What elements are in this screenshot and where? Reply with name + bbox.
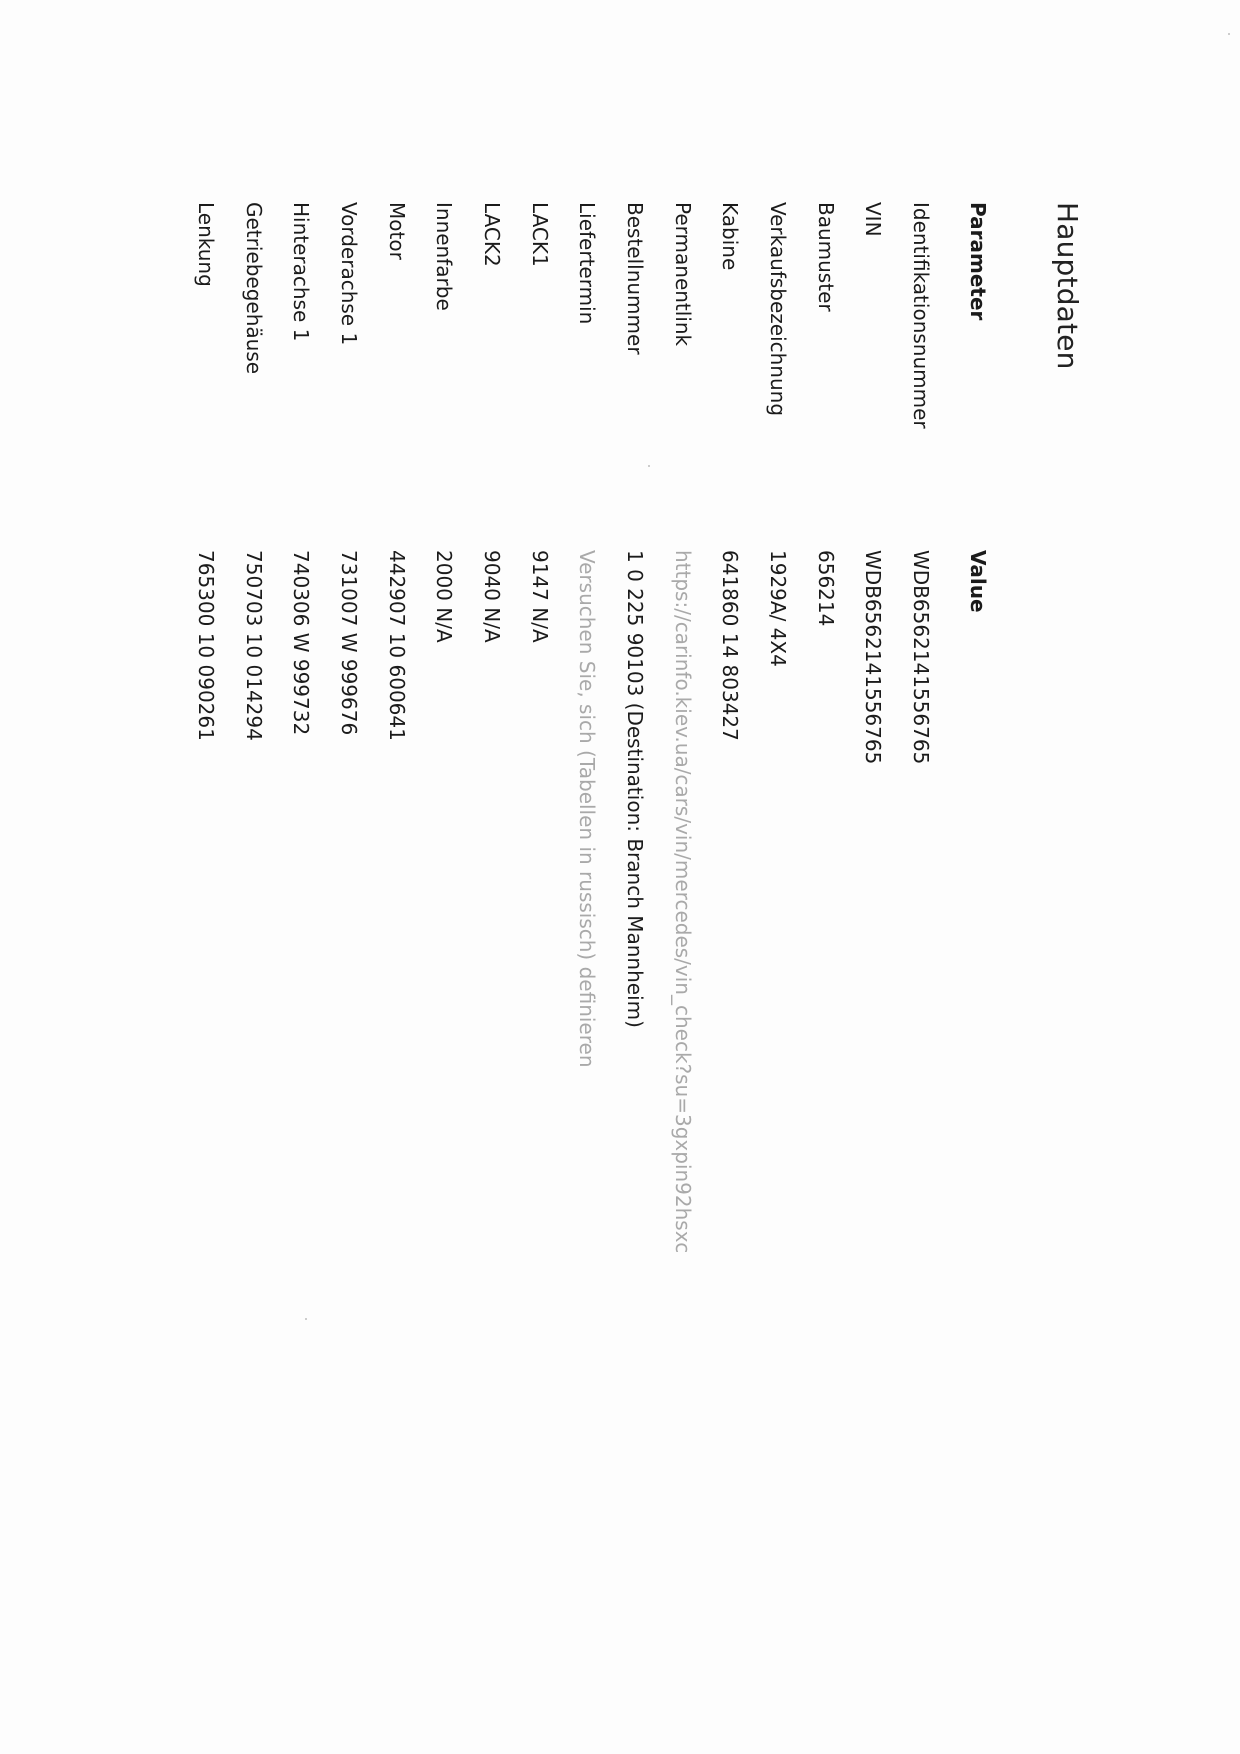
header-value: Value xyxy=(966,550,990,613)
table-row xyxy=(468,202,516,1522)
header-parameter: Parameter xyxy=(966,202,990,321)
table-row xyxy=(230,202,278,1522)
row-value: WDB6562141556765 xyxy=(909,550,934,765)
rotated-content xyxy=(182,202,1087,1522)
table-row xyxy=(707,202,755,1522)
page-title: Hauptdaten xyxy=(1051,202,1084,370)
row-value: 765300 10 090261 xyxy=(193,550,218,741)
row-parameter: Vorderachse 1 xyxy=(336,202,361,346)
row-parameter: Liefertermin xyxy=(575,202,600,325)
row-value: 731007 W 999676 xyxy=(336,550,361,736)
row-parameter: Motor xyxy=(384,202,409,260)
table-row xyxy=(182,202,230,1522)
row-parameter: VIN xyxy=(861,202,886,237)
table-row xyxy=(420,202,468,1522)
table-row xyxy=(373,202,421,1522)
row-parameter: Bestellnummer xyxy=(623,202,648,355)
row-parameter: Verkaufsbezeichnung xyxy=(766,202,791,417)
scan-speck xyxy=(1228,33,1230,35)
table-row xyxy=(611,202,659,1522)
row-parameter: LACK1 xyxy=(527,202,552,267)
table-row xyxy=(659,202,707,1522)
table-row xyxy=(325,202,373,1522)
row-value: 1 0 225 90103 (Destination: Branch Mannheim) xyxy=(623,550,648,1028)
table-header-row xyxy=(963,202,993,1522)
row-value: 656214 xyxy=(813,550,838,627)
row-parameter: Identifikationsnummer xyxy=(909,202,934,429)
scan-speck xyxy=(305,1318,307,1320)
row-parameter: Getriebegehäuse xyxy=(241,202,266,375)
permanent-link[interactable]: https://carinfo.kiev.ua/cars/vin/mercedes/vin_check?su=3gxpin92hsxc xyxy=(670,550,695,1254)
row-value: 641860 14 803427 xyxy=(718,550,743,741)
table-row xyxy=(850,202,898,1522)
data-table xyxy=(182,202,993,1522)
row-value: 9147 N/A xyxy=(527,550,552,643)
table-row xyxy=(802,202,850,1522)
row-value: 1929A/ 4X4 xyxy=(766,550,791,667)
row-value: 740306 W 999732 xyxy=(289,550,314,736)
row-value: 750703 10 014294 xyxy=(241,550,266,741)
table-row xyxy=(897,202,945,1522)
row-parameter: Lenkung xyxy=(193,202,218,287)
row-value: 2000 N/A xyxy=(432,550,457,643)
row-value: WDB6562141556765 xyxy=(861,550,886,765)
row-value: 442907 10 600641 xyxy=(384,550,409,741)
table-row xyxy=(277,202,325,1522)
row-parameter: LACK2 xyxy=(479,202,504,267)
row-parameter: Permanentlink xyxy=(670,202,695,347)
row-parameter: Kabine xyxy=(718,202,743,271)
table-row xyxy=(754,202,802,1522)
scan-speck xyxy=(648,465,650,467)
row-parameter: Hinterachse 1 xyxy=(289,202,314,342)
table-row xyxy=(564,202,612,1522)
table-row xyxy=(516,202,564,1522)
row-parameter: Innenfarbe xyxy=(432,202,457,311)
row-parameter: Baumuster xyxy=(813,202,838,312)
row-value: 9040 N/A xyxy=(479,550,504,643)
row-value-muted: Versuchen Sie, sich (Tabellen in russisch) definieren xyxy=(575,550,600,1068)
